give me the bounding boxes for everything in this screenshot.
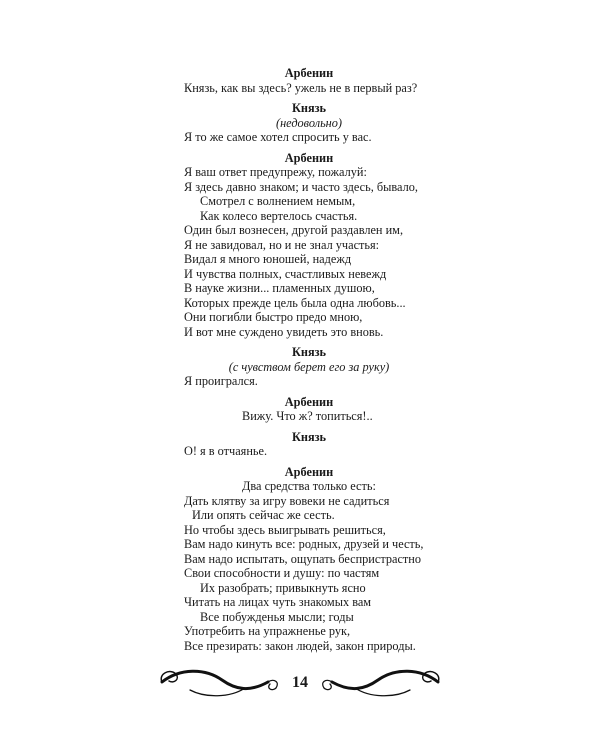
verse-line: Как колесо вертелось счастья. — [200, 208, 358, 223]
verse-line: Я здесь давно знаком; и часто здесь, бывало, — [184, 179, 418, 194]
speaker-name: Князь — [291, 345, 327, 359]
verse-line: О! я в отчаянье. — [184, 444, 268, 458]
speaker-name: Князь — [291, 429, 327, 444]
verse-line: Вам надо испытать, ощупать беспристрастно — [184, 551, 422, 566]
verse-line: Они погибли быстро предо мною, — [184, 310, 363, 324]
verse-line: Которых прежде цель была одна любовь... — [184, 295, 406, 310]
verse-line: Или опять сейчас же сесть. — [192, 508, 335, 522]
speaker-name: Князь — [291, 101, 327, 115]
verse-line: Но чтобы здесь выигрывать решиться, — [184, 522, 386, 537]
verse-line: Я проигрался. — [184, 374, 258, 388]
verse-line: И вот мне суждено увидеть это вновь. — [184, 324, 384, 339]
verse-line: Я то же самое хотел спросить у вас. — [184, 130, 372, 144]
speaker-name: Арбенин — [284, 464, 334, 479]
verse-line: Два средства только есть: — [242, 479, 376, 493]
verse-line: Их разобрать; привыкнуть ясно — [200, 580, 366, 595]
speaker-name: Арбенин — [284, 66, 334, 80]
verse-line: Князь, как вы здесь? ужель не в первый раз? — [184, 80, 418, 95]
stage-direction: (недовольно) — [275, 115, 343, 130]
page-number: 14 — [292, 674, 308, 691]
verse-line: Читать на лицах чуть знакомых вам — [184, 595, 372, 609]
play-text — [184, 66, 434, 653]
verse-line: Вам надо кинуть все: родных, друзей и честь, — [184, 537, 424, 551]
verse-line: Употребить на упражненье рук, — [184, 624, 351, 638]
speaker-name: Арбенин — [284, 150, 334, 165]
verse-line: Видал я много юношей, надежд — [184, 252, 352, 266]
verse-line: Вижу. Что ж? топиться!.. — [242, 409, 373, 423]
verse-line: И чувства полных, счастливых невежд — [184, 266, 387, 281]
verse-line: В науке жизни... пламенных душою, — [184, 281, 375, 295]
verse-line: Все презирать: закон людей, закон природы. — [184, 638, 416, 653]
verse-line: Все побужденья мысли; годы — [200, 609, 354, 624]
stage-direction: (с чувством берет его за руку) — [228, 359, 390, 374]
verse-line: Я не завидовал, но и не знал участья: — [184, 237, 380, 252]
verse-line: Я ваш ответ предупрежу, пожалуй: — [184, 165, 367, 179]
verse-line: Свои способности и душу: по частям — [184, 566, 380, 580]
verse-line: Смотрел с волнением немым, — [200, 194, 356, 208]
verse-line: Один был вознесен, другой раздавлен им, — [184, 223, 404, 237]
speaker-name: Арбенин — [284, 394, 334, 409]
verse-line: Дать клятву за игру вовеки не садиться — [184, 493, 390, 508]
page-footer — [150, 660, 450, 710]
